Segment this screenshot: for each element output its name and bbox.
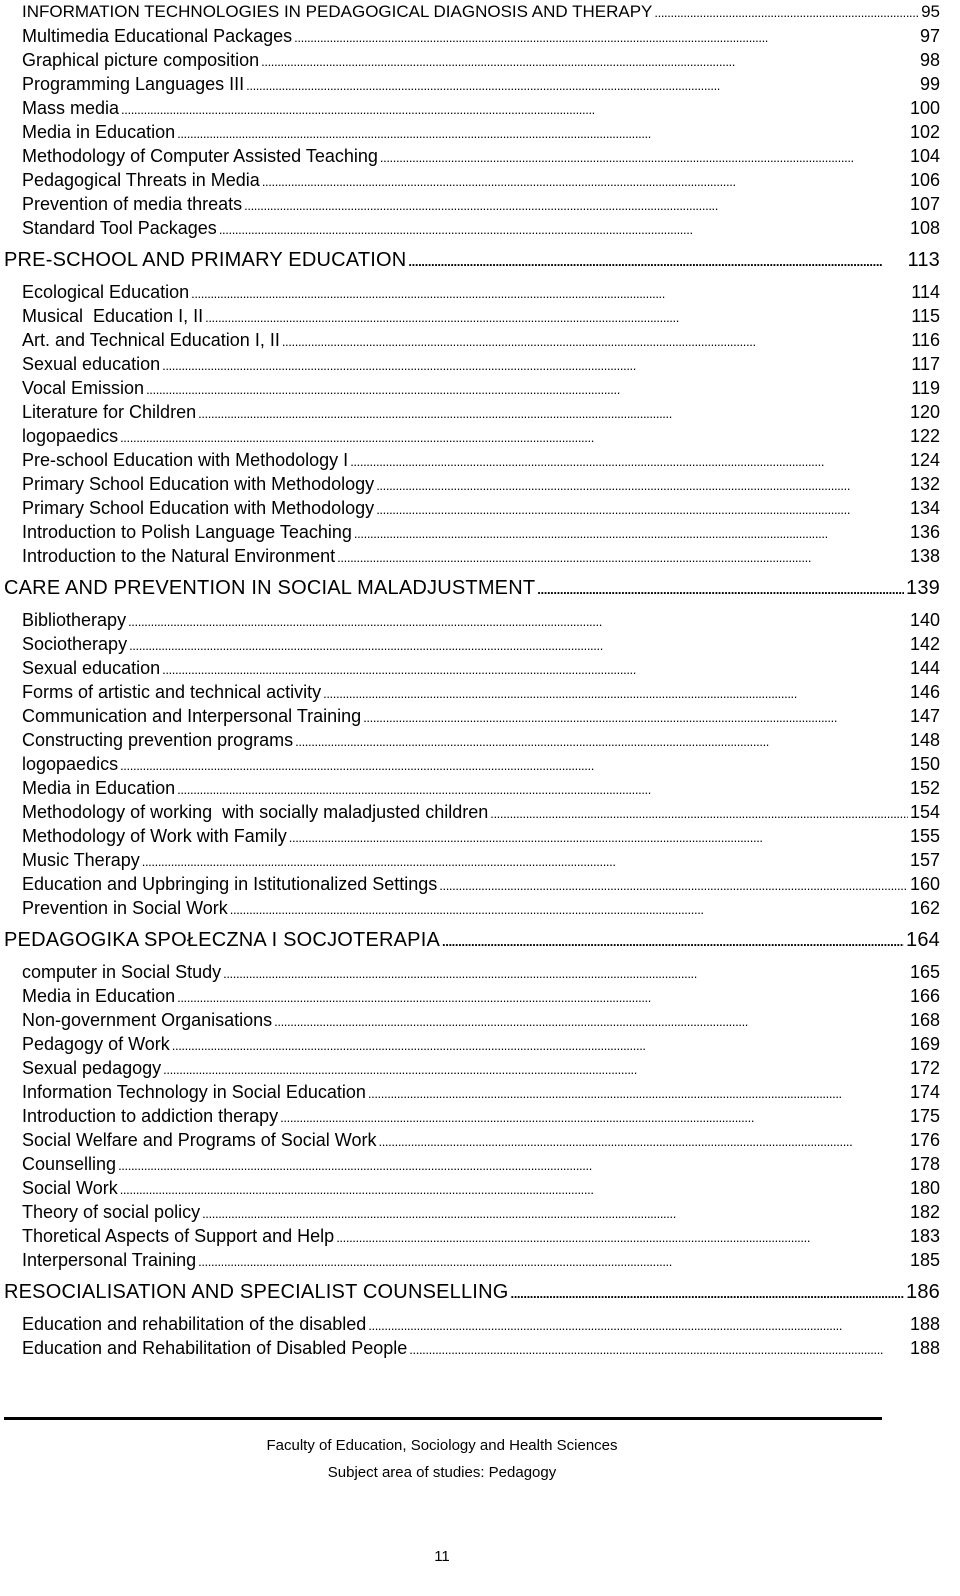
toc-entry — [0, 680, 960, 704]
toc-page-number: 113 — [907, 249, 940, 271]
toc-page-number: 146 — [909, 682, 940, 702]
toc-leader-dots — [129, 634, 908, 658]
toc-leader-dots — [368, 1314, 908, 1338]
toc-entry-title: PEDAGOGIKA SPOŁECZNA I SOCJOTERAPIA — [4, 929, 441, 951]
toc-page-number: 115 — [911, 306, 940, 326]
toc-leader-dots — [510, 1274, 904, 1314]
toc-entry-title: Pre-school Education with Methodology I — [22, 450, 349, 470]
toc-entry — [0, 752, 960, 776]
toc-entry-title: Interpersonal Training — [22, 1250, 197, 1270]
toc-leader-dots — [261, 50, 918, 74]
toc-page-number: 152 — [909, 778, 940, 798]
toc-entry — [0, 472, 960, 496]
toc-leader-dots — [120, 426, 908, 450]
toc-entry-title: Music Therapy — [22, 850, 140, 870]
toc-entry-title: PRE-SCHOOL AND PRIMARY EDUCATION — [4, 249, 407, 271]
toc-entry — [0, 72, 960, 96]
toc-page-number: 120 — [909, 402, 940, 422]
toc-leader-dots — [202, 1202, 908, 1226]
toc-entry-title: Programming Languages III — [22, 74, 245, 94]
toc-leader-dots — [246, 74, 918, 98]
toc-entry — [0, 1248, 960, 1272]
toc-entry-title: Methodology of Computer Assisted Teaching — [22, 146, 378, 166]
footer-divider — [4, 1417, 882, 1420]
toc-entry — [0, 544, 960, 568]
toc-page-number: 176 — [909, 1130, 940, 1150]
toc-page-number: 107 — [909, 194, 940, 214]
toc-entry-title: Communication and Interpersonal Training — [22, 706, 362, 726]
toc-section-heading — [0, 1272, 960, 1312]
toc-leader-dots — [128, 610, 908, 634]
toc-leader-dots — [142, 850, 908, 874]
footer-subject: Subject area of studies: Pedagogy — [327, 1464, 557, 1481]
toc-leader-dots — [198, 402, 908, 426]
toc-entry-title: Sexual education — [22, 354, 161, 374]
toc-page-number: 154 — [909, 802, 940, 822]
toc-entry — [0, 800, 960, 824]
toc-page-number: 104 — [909, 146, 940, 166]
toc-entry — [0, 1104, 960, 1128]
page-number: 11 — [434, 1548, 450, 1565]
toc-leader-dots — [363, 706, 908, 730]
toc-page-number: 164 — [906, 929, 940, 951]
toc-entry — [0, 120, 960, 144]
toc-leader-dots — [244, 194, 908, 218]
toc-entry-title: Constructing prevention programs — [22, 730, 294, 750]
toc-leader-dots — [146, 378, 909, 402]
toc-page-number: 188 — [909, 1338, 940, 1358]
toc-leader-dots — [368, 1082, 908, 1106]
toc-entry — [0, 328, 960, 352]
toc-entry — [0, 632, 960, 656]
toc-entry — [0, 824, 960, 848]
toc-entry — [0, 96, 960, 120]
toc-entry-title: Social Work — [22, 1178, 118, 1198]
toc-entry-title: Introduction to the Natural Environment — [22, 546, 336, 566]
toc-entry — [0, 608, 960, 632]
toc-page-number: 166 — [909, 986, 940, 1006]
toc-leader-dots — [282, 330, 909, 354]
toc-entry — [0, 704, 960, 728]
toc-entry-title: Counselling — [22, 1154, 117, 1174]
toc-page-number: 98 — [919, 50, 940, 70]
toc-entry-title: Sexual pedagogy — [22, 1058, 162, 1078]
toc-page-number: 183 — [909, 1226, 940, 1246]
toc-page-number: 106 — [909, 170, 940, 190]
toc-entry — [0, 24, 960, 48]
toc-leader-dots — [177, 986, 908, 1010]
toc-page-number: 100 — [909, 98, 940, 118]
toc-page-number: 102 — [909, 122, 940, 142]
toc-page-number: 157 — [909, 850, 940, 870]
toc-leader-dots — [223, 962, 908, 986]
toc-entry — [0, 1312, 960, 1336]
toc-entry-title: Methodology of Work with Family — [22, 826, 287, 846]
toc-entry — [0, 1008, 960, 1032]
toc-entry-title: Prevention of media threats — [22, 194, 243, 214]
toc-leader-dots — [376, 474, 908, 498]
toc-page-number: 174 — [909, 1082, 940, 1102]
toc-entry — [0, 1200, 960, 1224]
toc-page-number: 160 — [909, 874, 940, 894]
toc-entry-title: Multimedia Educational Packages — [22, 26, 293, 46]
toc-entry-title: Pedagogy of Work — [22, 1034, 170, 1054]
toc-page-number: 172 — [909, 1058, 940, 1078]
toc-entry — [0, 216, 960, 240]
toc-entry-title: Forms of artistic and technical activity — [22, 682, 322, 702]
toc-page-number: 169 — [909, 1034, 940, 1054]
toc-entry-title: Literature for Children — [22, 402, 197, 422]
toc-entry — [0, 424, 960, 448]
toc-entry-title: Sociotherapy — [22, 634, 128, 654]
toc-entry — [0, 1032, 960, 1056]
toc-entry — [0, 280, 960, 304]
toc-entry-title: Media in Education — [22, 986, 176, 1006]
toc-leader-dots — [376, 498, 908, 522]
toc-page-number: 186 — [906, 1281, 940, 1303]
toc-leader-dots — [294, 26, 918, 50]
toc-leader-dots — [198, 1250, 908, 1274]
toc-page-number: 138 — [909, 546, 940, 566]
toc-page-number: 162 — [909, 898, 940, 918]
toc-leader-dots — [409, 1338, 908, 1362]
toc-entry-title: Social Welfare and Programs of Social Work — [22, 1130, 377, 1150]
toc-leader-dots — [121, 98, 908, 122]
toc-entry-title: Musical Education I, II — [22, 306, 204, 326]
toc-leader-dots — [274, 1010, 908, 1034]
toc-entry-title: Sexual education — [22, 658, 161, 678]
toc-entry-title: Primary School Education with Methodology — [22, 474, 375, 494]
toc-entry — [0, 1224, 960, 1248]
toc-entry — [0, 448, 960, 472]
toc-entry — [0, 352, 960, 376]
toc-leader-dots — [177, 122, 908, 146]
toc-page-number: 99 — [919, 74, 940, 94]
toc-page-number: 178 — [909, 1154, 940, 1174]
toc-entry-title: CARE AND PREVENTION IN SOCIAL MALADJUSTMENT — [4, 577, 536, 599]
toc-page-number: 165 — [909, 962, 940, 982]
toc-entry-title: Art. and Technical Education I, II — [22, 330, 280, 350]
toc-leader-dots — [230, 898, 908, 922]
toc-leader-dots — [262, 170, 908, 194]
toc-entry-title: Prevention in Social Work — [22, 898, 228, 918]
toc-entry — [0, 1152, 960, 1176]
toc-entry — [0, 848, 960, 872]
toc-leader-dots — [350, 450, 908, 474]
toc-section-heading — [0, 920, 960, 960]
toc-leader-dots — [177, 778, 908, 802]
toc-page-number: 175 — [909, 1106, 940, 1126]
toc-leader-dots — [408, 242, 905, 282]
toc-leader-dots — [162, 354, 909, 378]
toc-page-number: 148 — [909, 730, 940, 750]
toc-entry — [0, 896, 960, 920]
toc-page-number: 119 — [911, 378, 940, 398]
toc-page-number: 150 — [909, 754, 940, 774]
toc-leader-dots — [172, 1034, 908, 1058]
toc-entry — [0, 1056, 960, 1080]
toc-entry — [0, 304, 960, 328]
toc-entry — [0, 872, 960, 896]
toc-page-number: 139 — [906, 577, 940, 599]
toc-entry-title: Information Technology in Social Education — [22, 1082, 366, 1102]
toc-entry-title: Non-government Organisations — [22, 1010, 273, 1030]
toc-section-heading — [0, 568, 960, 608]
toc-entry — [0, 960, 960, 984]
toc-leader-dots — [337, 546, 908, 570]
toc-entry-title: logopaedics — [22, 426, 119, 446]
toc-leader-dots — [442, 922, 904, 962]
toc-page-number: 142 — [909, 634, 940, 654]
toc-leader-dots — [537, 570, 904, 610]
toc-entry — [0, 48, 960, 72]
toc-entry-title: Education and Rehabilitation of Disabled People — [22, 1338, 408, 1358]
toc-page-number: 116 — [911, 330, 940, 350]
toc-page-number: 182 — [909, 1202, 940, 1222]
toc-entry — [0, 1128, 960, 1152]
toc-page-number: 134 — [909, 498, 940, 518]
toc-leader-dots — [219, 218, 908, 242]
toc-entry-title: Bibliotherapy — [22, 610, 127, 630]
toc-leader-dots — [323, 682, 908, 706]
toc-entry — [0, 400, 960, 424]
toc-leader-dots — [118, 1154, 908, 1178]
toc-leader-dots — [205, 306, 909, 330]
toc-leader-dots — [380, 146, 908, 170]
toc-page-number: 108 — [909, 218, 940, 238]
toc-section-heading — [0, 240, 960, 280]
toc-entry — [0, 1336, 960, 1360]
toc-page-number: 97 — [919, 26, 940, 46]
toc-page-number: 122 — [909, 426, 940, 446]
toc-page-number: 124 — [909, 450, 940, 470]
toc-entry-title: Standard Tool Packages — [22, 218, 217, 238]
toc-entry-title: Mass media — [22, 98, 120, 118]
toc-entry-title: Theory of social policy — [22, 1202, 201, 1222]
toc-entry — [0, 376, 960, 400]
toc-entry — [0, 984, 960, 1008]
toc-entry-title: Primary School Education with Methodology — [22, 498, 375, 518]
toc-entry-title: computer in Social Study — [22, 962, 222, 982]
toc-entry — [0, 496, 960, 520]
toc-leader-dots — [295, 730, 908, 754]
toc-leader-dots — [439, 874, 908, 898]
toc-page-number: 140 — [909, 610, 940, 630]
toc-page-number: 132 — [909, 474, 940, 494]
toc-leader-dots — [163, 1058, 908, 1082]
toc-page-number: 114 — [911, 282, 940, 302]
toc-entry-title: logopaedics — [22, 754, 119, 774]
toc-leader-dots — [162, 658, 908, 682]
toc-page-number: 147 — [909, 706, 940, 726]
toc-entry-title: Introduction to Polish Language Teaching — [22, 522, 352, 542]
toc-page-number: 136 — [909, 522, 940, 542]
toc-leader-dots — [336, 1226, 908, 1250]
toc-entry — [0, 144, 960, 168]
toc-leader-dots — [191, 282, 909, 306]
toc-entry — [0, 1080, 960, 1104]
toc-leader-dots — [120, 754, 908, 778]
toc-page-number: 185 — [909, 1250, 940, 1270]
toc-entry-title: Media in Education — [22, 778, 176, 798]
toc-entry-title: Pedagogical Threats in Media — [22, 170, 260, 190]
toc-page-number: 144 — [909, 658, 940, 678]
toc-leader-dots — [378, 1130, 907, 1154]
toc-entry-title: Methodology of working with socially maladjusted children — [22, 802, 489, 822]
toc-entry — [0, 192, 960, 216]
toc-entry-title: Media in Education — [22, 122, 176, 142]
toc-entry — [0, 776, 960, 800]
toc-entry — [0, 0, 960, 24]
toc-page-number: 95 — [921, 2, 940, 21]
toc-entry — [0, 520, 960, 544]
toc-page-number: 180 — [909, 1178, 940, 1198]
toc-page-number: 168 — [909, 1010, 940, 1030]
toc-entry-title: RESOCIALISATION AND SPECIALIST COUNSELLING — [4, 1281, 509, 1303]
toc-entry-title: Introduction to addiction therapy — [22, 1106, 279, 1126]
toc-entry-title: Thoretical Aspects of Support and Help — [22, 1226, 335, 1246]
toc-entry-title: Graphical picture composition — [22, 50, 260, 70]
toc-entry — [0, 1176, 960, 1200]
toc-leader-dots — [289, 826, 908, 850]
toc-leader-dots — [280, 1106, 908, 1130]
toc-entry-title: Ecological Education — [22, 282, 190, 302]
toc-entry-title: Vocal Emission — [22, 378, 145, 398]
toc-entry — [0, 656, 960, 680]
toc-leader-dots — [490, 802, 908, 826]
toc-entry-title: INFORMATION TECHNOLOGIES IN PEDAGOGICAL DIAGNOSIS AND THERAPY — [22, 2, 653, 21]
toc-entry — [0, 728, 960, 752]
toc-entry-title: Education and rehabilitation of the disabled — [22, 1314, 367, 1334]
toc-leader-dots — [120, 1178, 908, 1202]
toc-leader-dots — [354, 522, 908, 546]
toc-entry-title: Education and Upbringing in Istitutionalized Settings — [22, 874, 438, 894]
toc-page-number: 155 — [909, 826, 940, 846]
toc-leader-dots — [654, 1, 919, 25]
toc-page-number: 188 — [909, 1314, 940, 1334]
toc-page-number: 117 — [911, 354, 940, 374]
footer-faculty: Faculty of Education, Sociology and Health Sciences — [266, 1437, 618, 1454]
toc-entry — [0, 168, 960, 192]
